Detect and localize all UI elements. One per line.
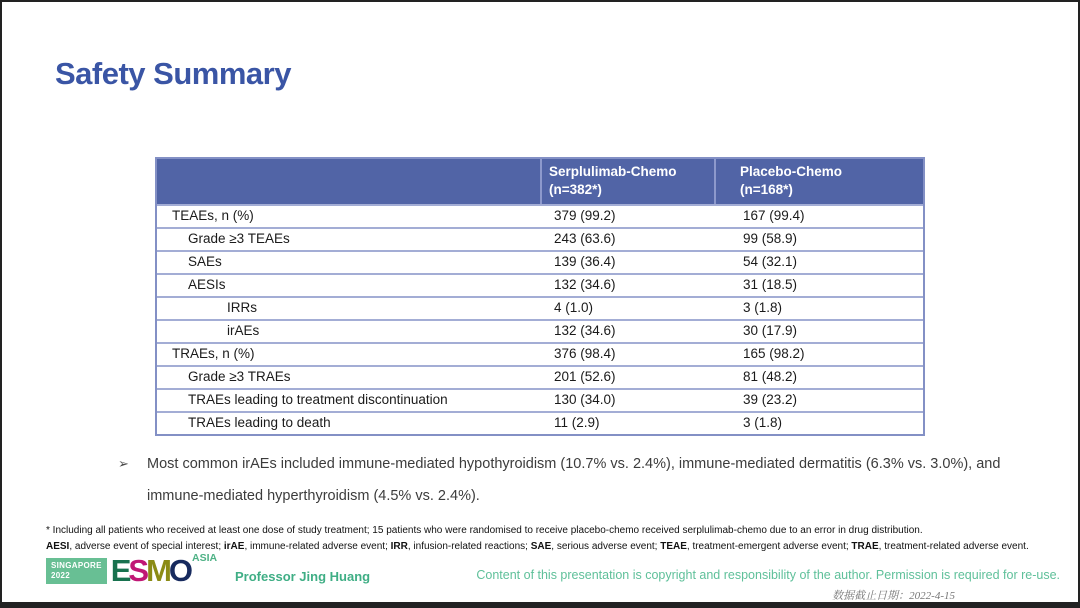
placebo-value: 165 (98.2) (743, 346, 805, 361)
placebo-value: 99 (58.9) (743, 231, 798, 246)
placebo-value: 167 (99.4) (743, 208, 805, 223)
placebo-value: 3 (1.8) (743, 415, 783, 430)
serplulimab-value: 4 (1.0) (554, 300, 594, 315)
table-row (157, 273, 923, 296)
footnotes (46, 523, 1051, 555)
column-header-serplulimab (540, 159, 714, 204)
table-row (157, 296, 923, 319)
column-header-serplulimab-n: (n=382*) (549, 182, 602, 197)
placebo-value: 39 (23.2) (743, 392, 798, 407)
serplulimab-value: 376 (98.4) (554, 346, 616, 361)
table-row (157, 250, 923, 273)
serplulimab-value: 201 (52.6) (554, 369, 616, 384)
data-cutoff-date: 数据截止日期：2022-4-15 (832, 590, 955, 602)
table-row (157, 342, 923, 365)
presenter-name: Professor Jing Huang (235, 569, 371, 584)
row-label: SAEs (188, 254, 222, 269)
row-label: irAEs (227, 323, 260, 338)
column-header-serplulimab-name: Serplulimab-Chemo (549, 164, 677, 179)
placebo-value: 3 (1.8) (743, 300, 783, 315)
placebo-value: 54 (32.1) (743, 254, 798, 269)
row-label: TRAEs leading to death (188, 415, 331, 430)
placebo-value: 31 (18.5) (743, 277, 798, 292)
esmo-singapore-2022-badge: SINGAPORE 2022 (46, 558, 107, 584)
footnote-asterisk: * Including all patients who received at least one dose of study treatment; 15 patients who were randomised to receive placebo-chemo received serplulimab-chemo due to an error in drug distribution. (46, 525, 923, 536)
row-label: Grade ≥3 TEAEs (188, 231, 290, 246)
esmo-asia-label: ASIA (192, 552, 218, 564)
column-header-empty (157, 159, 540, 204)
table-header-row (157, 159, 923, 204)
serplulimab-value: 132 (34.6) (554, 323, 616, 338)
esmo-wordmark: ESMO (110, 553, 191, 588)
table-row (157, 227, 923, 250)
serplulimab-value: 379 (99.2) (554, 208, 616, 223)
table-row (157, 365, 923, 388)
footnote-abbreviations: AESI, adverse event of special interest; irAE, immune-related adverse event; IRR, infusion-related reactions; SAE, serious adverse event; TEAE, treatment-emergent adverse event; TRAE, treatment-related adverse event. (46, 541, 1029, 552)
column-header-placebo-name: Placebo-Chemo (740, 164, 843, 179)
slide (2, 2, 1078, 602)
placebo-value: 81 (48.2) (743, 369, 798, 384)
row-label: AESIs (188, 277, 226, 292)
table-row (157, 204, 923, 227)
bullet-text: Most common irAEs included immune-mediated hypothyroidism (10.7% vs. 2.4%), immune-mediated dermatitis (6.3% vs. 3.0%), and immune-mediated hyperthyroidism (4.5% vs. 2.4%). (147, 456, 1001, 504)
table-row (157, 319, 923, 342)
serplulimab-value: 243 (63.6) (554, 231, 616, 246)
table-row (157, 388, 923, 411)
serplulimab-value: 130 (34.0) (554, 392, 616, 407)
serplulimab-value: 11 (2.9) (554, 415, 600, 430)
key-finding-bullet (118, 448, 1023, 512)
row-label: IRRs (227, 300, 257, 315)
placebo-value: 30 (17.9) (743, 323, 798, 338)
serplulimab-value: 132 (34.6) (554, 277, 616, 292)
row-label: TRAEs, n (%) (172, 346, 255, 361)
row-label: TEAEs, n (%) (172, 208, 254, 223)
row-label: Grade ≥3 TRAEs (188, 369, 291, 384)
row-label: TRAEs leading to treatment discontinuation (188, 392, 448, 407)
bullet-arrow-icon: ➢ (118, 456, 129, 471)
page-title: Safety Summary (55, 56, 291, 91)
serplulimab-value: 139 (36.4) (554, 254, 616, 269)
column-header-placebo (714, 159, 923, 204)
safety-summary-table (155, 157, 925, 436)
column-header-placebo-n: (n=168*) (740, 182, 793, 197)
copyright-notice: Content of this presentation is copyright and responsibility of the author. Permission is required for re-use. (476, 568, 1060, 582)
table-row (157, 411, 923, 434)
esmo-asia-logo (46, 552, 217, 590)
